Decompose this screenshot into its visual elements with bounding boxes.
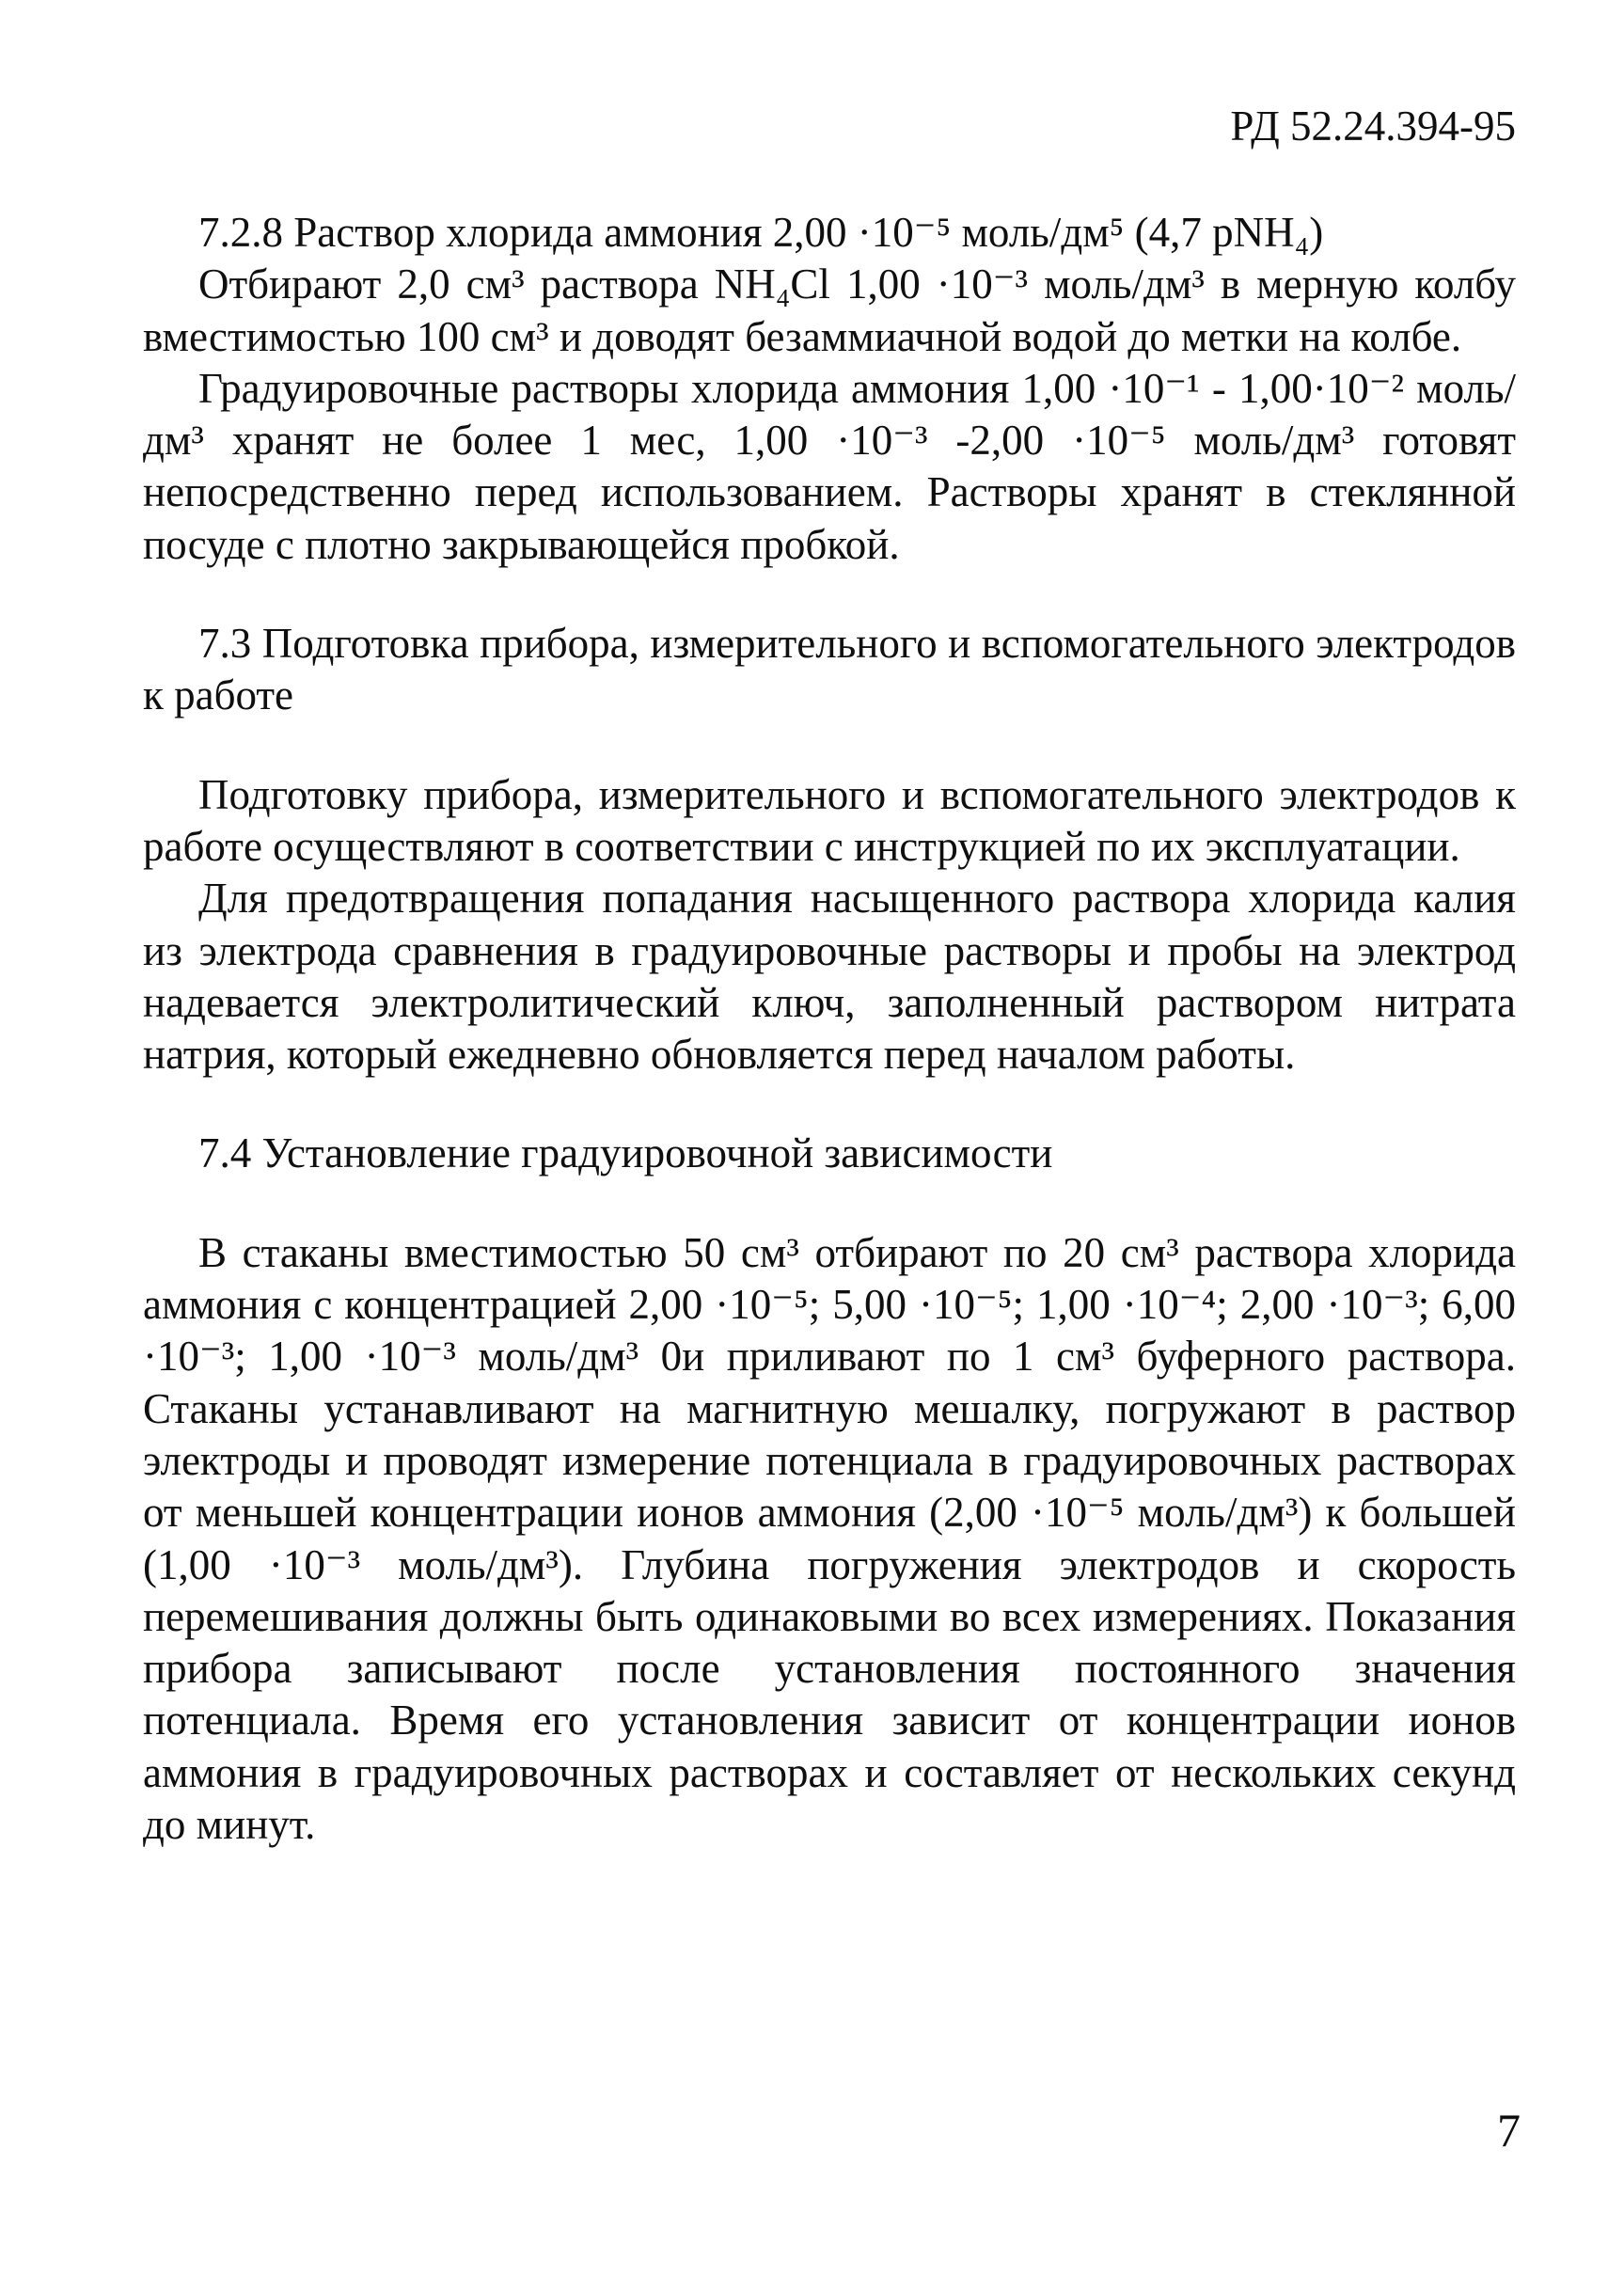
document-code: РД 52.24.394-95 (1230, 103, 1516, 150)
section-7-2-8-title: 7.2.8 Раствор хлорида аммония 2,00 ·10⁻⁵ моль/дм⁵ (4,7 pNH₄) (198, 209, 1324, 256)
section-7-3-paragraph-2: Для предотвращения попадания насыщенного раствора хлорида калия из электрода сравнения в градуировочные растворы и пробы на электрод надевается электролитический ключ, заполненный раствором нитрата натрия, который ежедневно обновляется перед началом работы. (143, 875, 1516, 1079)
section-7-3-title: 7.3 Подготовка прибора, измерительного и вспомогательного электродов к работе (143, 620, 1516, 719)
section-7-2-8-paragraph-1: Отбирают 2,0 см³ раствора NH₄Cl 1,00 ·10⁻³ моль/дм³ в мерную колбу вместимостью 100 см³ и доводят безаммиачной водой до метки на колбе. (143, 260, 1516, 360)
page-number: 7 (1497, 2104, 1521, 2156)
section-7-4-title: 7.4 Установление градуировочной зависимости (198, 1129, 1053, 1177)
document-body (143, 207, 1516, 1851)
section-7-2-8-paragraph-2: Градуировочные растворы хлорида аммония 1,00 ·10⁻¹ - 1,00·10⁻² моль/дм³ хранят не более 1 мес, 1,00 ·10⁻³ -2,00 ·10⁻⁵ моль/дм³ готовят непосредственно перед использованием. Растворы хранят в стеклянной посуде с плотно закрывающейся пробкой. (143, 364, 1516, 568)
section-7-3-paragraph-1: Подготовку прибора, измерительного и вспомогательного электродов к работе осуществляют в соответствии с инструкцией по их эксплуатации. (143, 770, 1516, 870)
section-7-4-paragraph-1: В стаканы вместимостью 50 см³ отбирают по 20 см³ раствора хлорида аммония с концентрацией 2,00 ·10⁻⁵; 5,00 ·10⁻⁵; 1,00 ·10⁻⁴; 2,00 ·10⁻³; 6,00 ·10⁻³; 1,00 ·10⁻³ моль/дм³ 0и приливают по 1 см³ буферного раствора. Стаканы устанавливают на магнитную мешалку, погружают в раствор электроды и проводят измерение потенциала в градуировочных растворах от меньшей концентрации ионов аммония (2,00 ·10⁻⁵ моль/дм³) к большей (1,00 ·10⁻³ моль/дм³). Глубина погружения электродов и скорость перемешивания должны быть одинаковыми во всех измерениях. Показания прибора записывают после установления постоянного значения потенциала. Время его установления зависит от концентрации ионов аммония в градуировочных растворах и составляет от нескольких секунд до минут. (143, 1228, 1516, 1849)
